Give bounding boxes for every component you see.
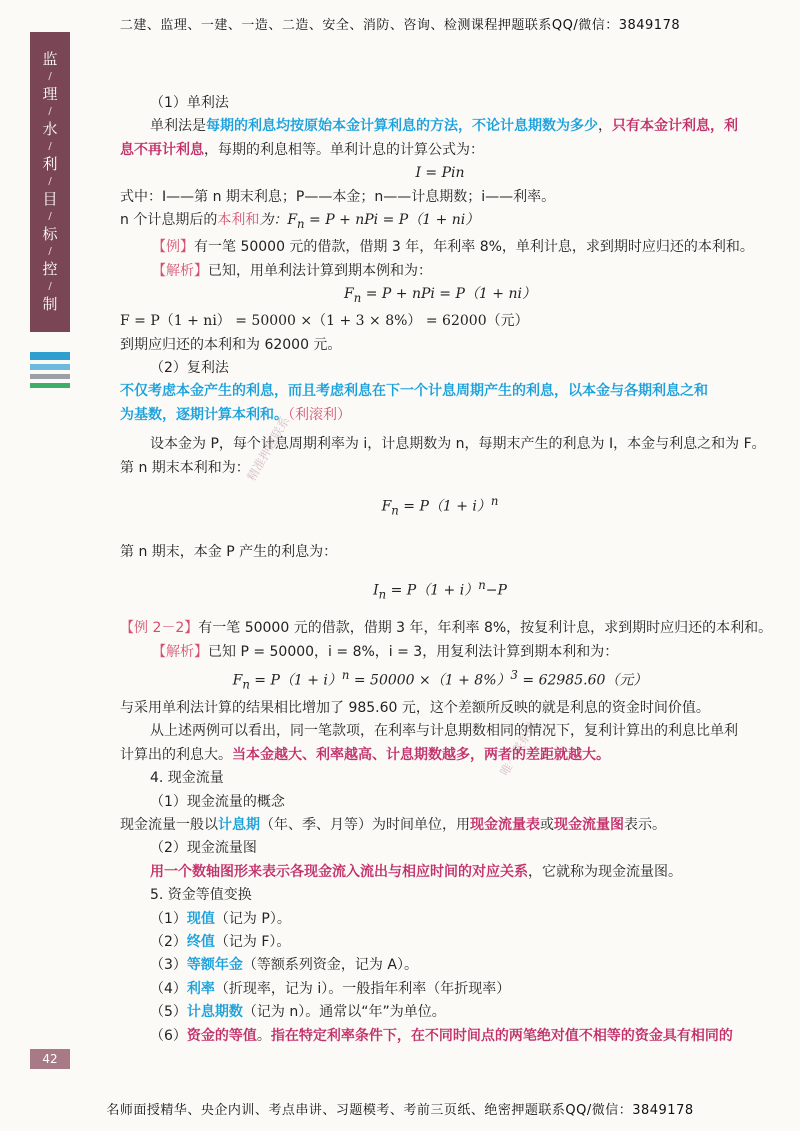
- side-char: 制: [42, 295, 58, 313]
- side-divider: /: [48, 106, 52, 117]
- formula: $I_n = P(1 + i)^n-P$: [373, 578, 507, 602]
- paragraph: 用一个数轴图形来表示各现金流入流出与相应时间的对应关系，它就称为现金流量图。: [150, 863, 682, 880]
- formula-legend: 式中：I——第 n 期末利息；P——本金；n——计息期数；i——利率。: [120, 188, 556, 205]
- paragraph: 第 n 期末，本金 P 产生的利息为：: [120, 543, 338, 560]
- page-number: 42: [30, 1049, 70, 1069]
- example: 【例】有一笔 50000 元的借款，借期 3 年，年利率 8%，单利计息，求到期时应归还的本利和。: [152, 239, 754, 256]
- list-item: （5）计息期数（记为 n）。通常以“年”为单位。: [150, 1004, 446, 1021]
- green-stripe: [30, 383, 70, 388]
- paragraph: 计算出的利息大。当本金越大、利率越高、计息期数越多，两者的差距就越大。: [120, 746, 610, 763]
- side-divider: /: [48, 211, 52, 222]
- paragraph: 第 n 期末本利和为：: [120, 459, 250, 476]
- example: 【例 2－2】有一笔 50000 元的借款，借期 3 年，年利率 8%，按复利计息，求到期时应归还的本利和。: [120, 620, 773, 637]
- section-heading: （1）现金流量的概念: [150, 793, 285, 810]
- side-char: 控: [42, 260, 58, 278]
- blue-stripe: [30, 364, 70, 370]
- paragraph: 单利法是每期的利息均按原始本金计算利息的方法，不论计息期数为多少，只有本金计利息，利: [150, 118, 738, 135]
- calculation: F = P（1 + ni） = 50000 ×（1 + 3 × 8%） = 62000（元）: [120, 313, 529, 330]
- blue-stripe: [30, 352, 70, 360]
- side-char: 利: [42, 155, 58, 173]
- side-divider: /: [48, 71, 52, 82]
- footer-banner: 名师面授精华、央企内训、考点串讲、习题模考、考前三页纸、绝密押题联系QQ/微信：3849178: [106, 1103, 694, 1118]
- list-item: （2）终值（记为 F）。: [150, 933, 291, 950]
- side-divider: /: [48, 246, 52, 257]
- formula: $F_n = P(1 + i)^n$: [381, 494, 499, 518]
- side-divider: /: [48, 281, 52, 292]
- paragraph: 到期应归还的本利和为 62000 元。: [120, 336, 342, 353]
- list-item: （3）等额年金（等额系列资金，记为 A）。: [150, 957, 418, 974]
- side-bar: [30, 32, 70, 332]
- list-item: （6）资金的等值。指在特定利率条件下，在不同时间点的两笔绝对值不相等的资金具有相同的: [150, 1027, 733, 1044]
- analysis: 【解析】已知 P = 50000，i = 8%，i = 3，用复利法计算到期本利和为：: [152, 643, 619, 660]
- side-char: 水: [42, 120, 58, 138]
- section-heading: （1）单利法: [150, 95, 229, 111]
- side-divider: /: [48, 141, 52, 152]
- section-heading: 4. 现金流量: [150, 770, 224, 787]
- gray-stripe: [30, 374, 70, 379]
- side-char: 监: [42, 50, 58, 68]
- paragraph: 现金流量一般以计息期（年、季、月等）为时间单位，用现金流量表或现金流量图表示。: [120, 816, 666, 833]
- paragraph: 设本金为 P，每个计息周期利率为 i，计息期数为 n，每期末产生的利息为 I，本金与利息之和为 F。: [150, 436, 766, 453]
- paragraph: 从上述两例可以看出，同一笔款项，在利率与计息期数相同的情况下，复利计算出的利息比单利: [150, 723, 738, 740]
- formula: $F_n = P$ + nPi = P（1 + ni）: [344, 286, 536, 305]
- watermark: 精准押题联系: [244, 414, 293, 484]
- watermark: 唯一联系微: [497, 719, 540, 779]
- header-banner: 二建、监理、一建、一造、二造、安全、消防、咨询、检测课程押题联系QQ/微信：3849178: [119, 18, 681, 33]
- list-item: （4）利率（折现率，记为 i）。一般指年利率（年折现率）: [150, 980, 511, 997]
- analysis: 【解析】已知，用单利法计算到期本例和为：: [152, 262, 432, 279]
- document-body: [120, 92, 773, 1048]
- side-char: 目: [42, 190, 58, 208]
- paragraph: 息不再计利息，每期的利息相等。单利计息的计算公式为：: [120, 141, 484, 158]
- list-item: （1）现值（记为 P）。: [150, 910, 291, 927]
- definition: 为基数，逐期计算本利和。（利滚利）: [120, 406, 351, 423]
- section-heading: （2）现金流量图: [150, 840, 257, 857]
- side-char: 理: [42, 85, 58, 103]
- formula: $F_n = P(1 + i)^n = 50000 \times(1 + 8\%)^3 = 62985.60$（元）: [232, 668, 648, 692]
- side-divider: /: [48, 176, 52, 187]
- formula: I = Pin: [415, 165, 465, 182]
- paragraph: 与采用单利法计算的结果相比增加了 985.60 元，这个差额所反映的就是利息的资金时间价值。: [120, 699, 710, 716]
- section-heading: （2）复利法: [150, 360, 229, 377]
- definition: 不仅考虑本金产生的利息，而且考虑利息在下一个计息周期产生的利息，以本金与各期利息之和: [120, 383, 708, 400]
- section-heading: 5. 资金等值变换: [150, 887, 252, 904]
- paragraph: n 个计息期后的本利和为：$F_n = P$ + nPi = P（1 + ni）: [120, 212, 480, 231]
- side-char: 标: [42, 225, 58, 243]
